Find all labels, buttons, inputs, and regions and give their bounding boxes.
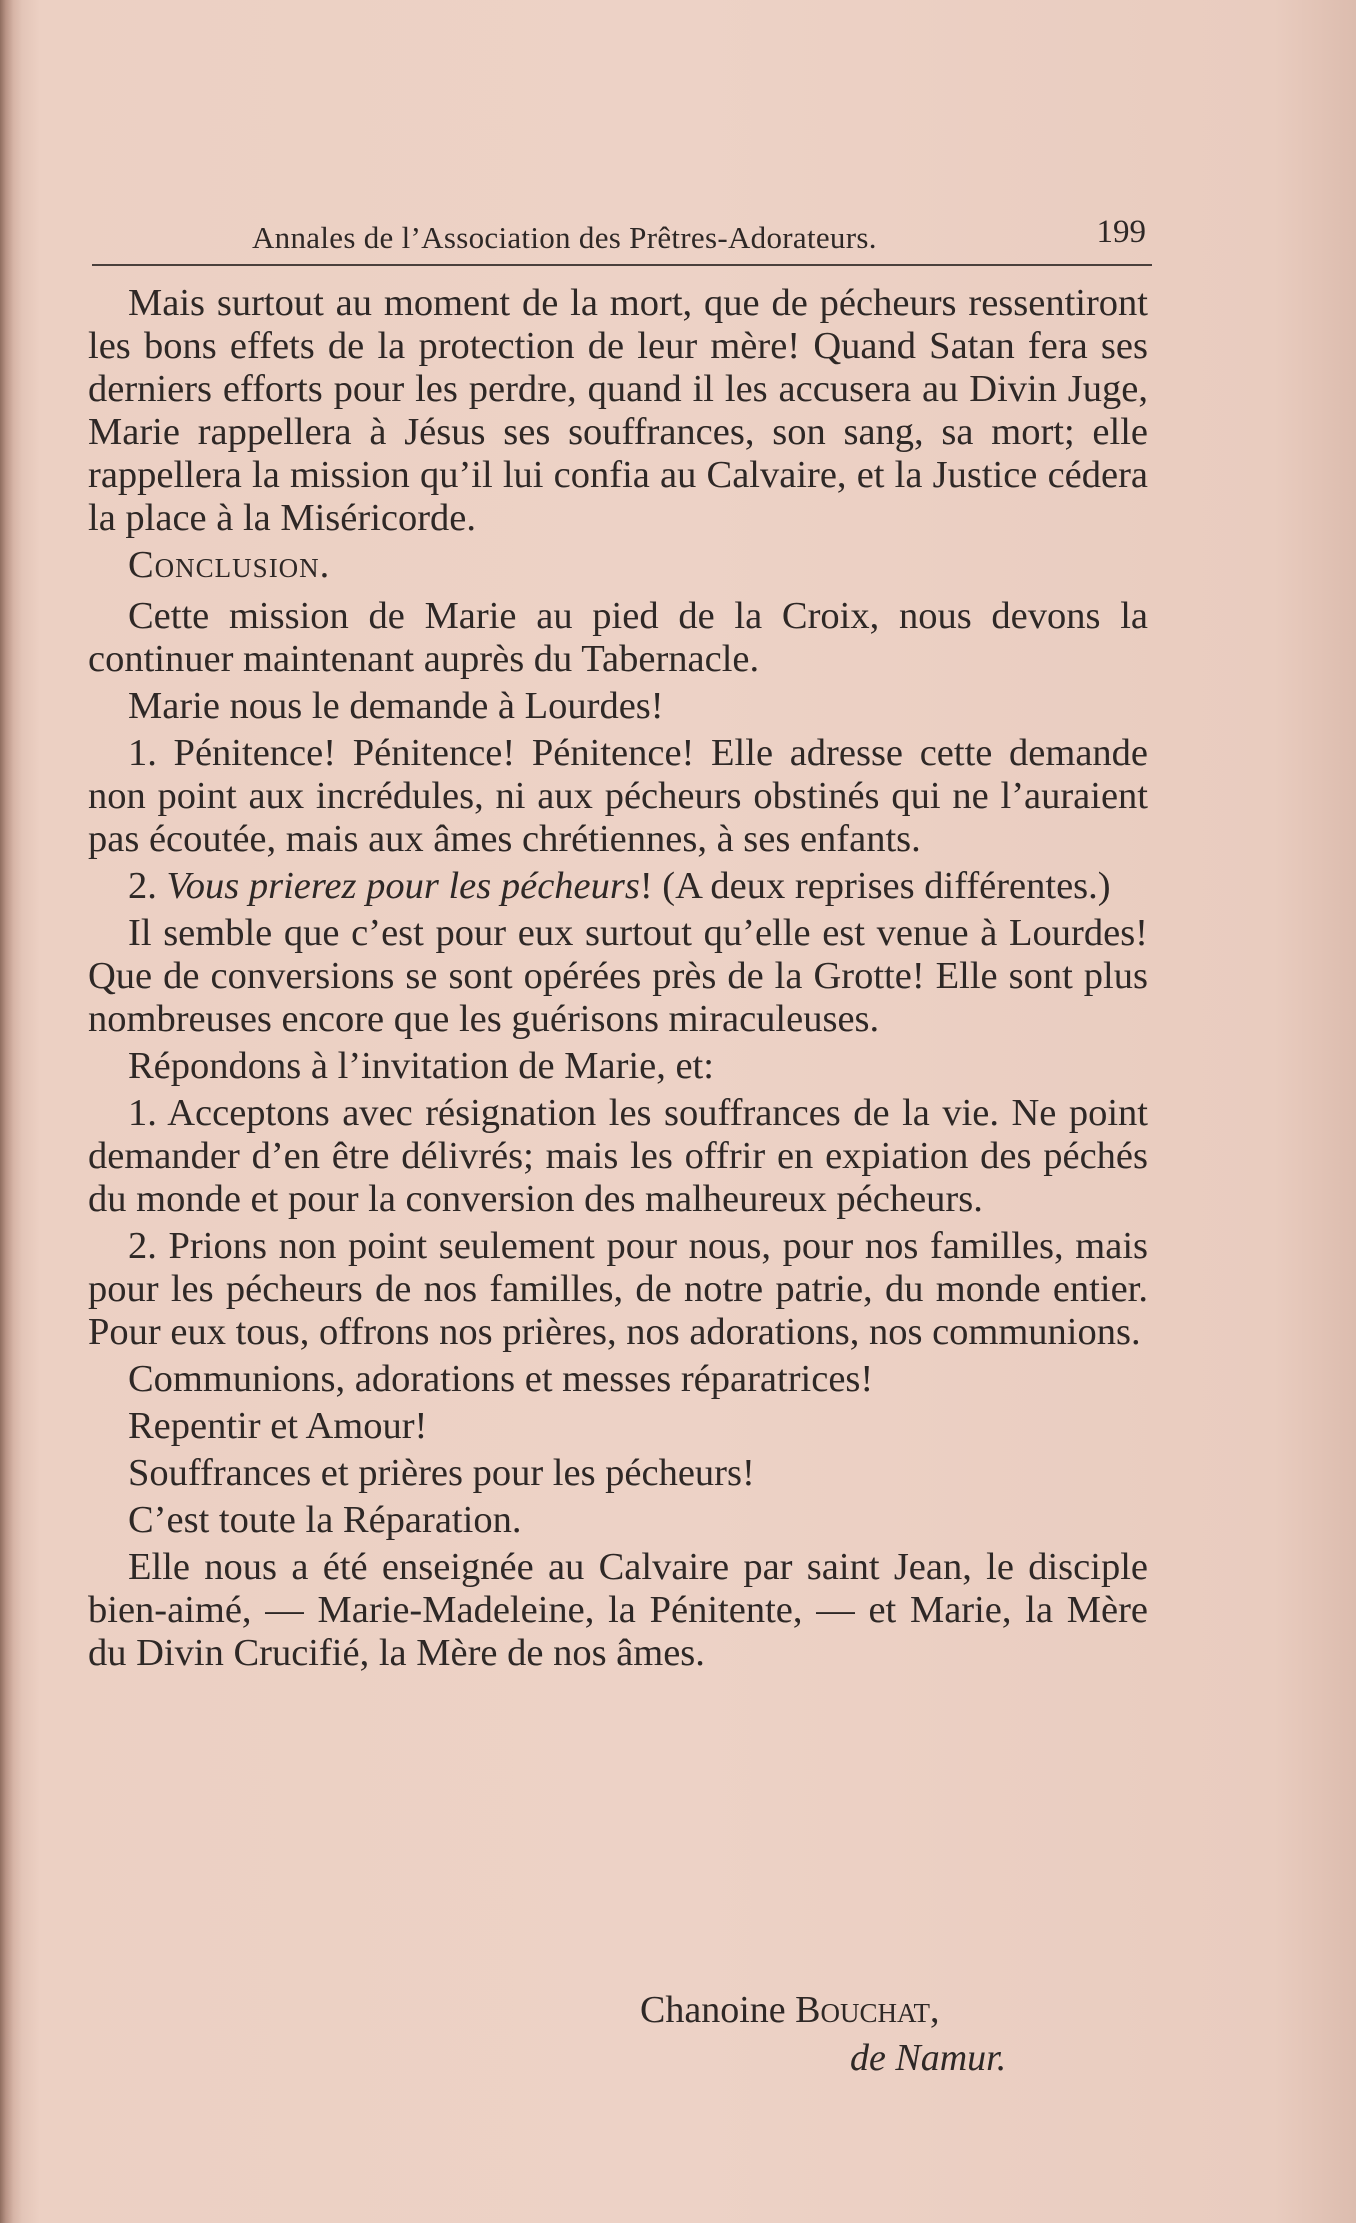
- paragraph-invitation: Répondons à l’invitation de Marie, et:: [128, 1045, 714, 1087]
- running-title: Annales de l’Association des Prêtres-Adorateurs.: [252, 220, 877, 255]
- paragraph-reparation: C’est toute la Réparation.: [128, 1499, 522, 1541]
- paragraph-lourdes: Marie nous le demande à Lourdes!: [128, 685, 664, 727]
- conclusion-heading: Conclusion.: [128, 544, 331, 586]
- paragraph-souffrances: Souffrances et prières pour les pécheurs!: [128, 1452, 755, 1494]
- running-header: [92, 214, 1152, 266]
- point-number: 2.: [128, 865, 157, 907]
- paragraph-repentir: Repentir et Amour!: [128, 1405, 428, 1447]
- paragraph-conversions: Il semble que c’est pour eux surtout qu’elle est venue à Lourdes! Que de conversions se sont opérées près de la Grotte! Elle sont plus nombreuses encore que les guérisons miraculeuses.: [88, 912, 1148, 1040]
- paragraph-continuation: ! (A deux reprises différentes.): [639, 865, 1111, 907]
- signature-block: [640, 1986, 1160, 2082]
- paragraph-mission: Cette mission de Marie au pied de la Croix, nous devons la continuer maintenant auprès du Tabernacle.: [88, 595, 1148, 680]
- paragraph-communions: Communions, adorations et messes réparatrices!: [128, 1358, 874, 1400]
- italic-phrase: Vous prierez pour les pécheurs: [166, 865, 640, 907]
- paragraph-pray: 2. Prions non point seulement pour nous, pour nos familles, mais pour les pécheurs de nos familles, de notre patrie, du monde entier. Pour eux tous, offrons nos prières, nos adorations, nos communions.: [88, 1225, 1148, 1353]
- paragraph-pray-for-sinners: [88, 865, 1148, 908]
- author-title: Chanoine: [640, 1989, 786, 2031]
- paragraph-death-protection: Mais surtout au moment de la mort, que de pécheurs ressentiront les bons effets de la protection de leur mère! Quand Satan fera ses derniers efforts pour les perdre, quand il les accusera au Divin Juge, Marie rappellera à Jésus ses souffrances, son sang, sa mort; elle rappellera la mission qu’il lui confia au Calvaire, et la Justice cédera la place à la Miséricorde.: [88, 282, 1148, 539]
- paragraph-calvaire: Elle nous a été enseignée au Calvaire par saint Jean, le disciple bien-aimé, — Marie-Madeleine, la Pénitente, — et Marie, la Mère du Divin Crucifié, la Mère de nos âmes.: [88, 1546, 1148, 1674]
- paragraph-accept-suffering: 1. Acceptons avec résignation les souffrances de la vie. Ne point demander d’en être délivrés; mais les offrir en expiation des péchés du monde et pour la conversion des malheureux pécheurs.: [88, 1092, 1148, 1220]
- page-number: 199: [1096, 214, 1146, 250]
- body-text: [88, 282, 1148, 1679]
- author-name: [640, 1986, 1160, 2034]
- paragraph-penitence: 1. Pénitence! Pénitence! Pénitence! Elle adresse cette demande non point aux incrédules, ni aux pécheurs obstinés qui ne l’auraient pas écoutée, mais aux âmes chrétiennes, à ses enfants.: [88, 732, 1148, 860]
- book-binding-edge: [0, 0, 22, 2223]
- author-surname: Bouchat,: [795, 1989, 940, 2031]
- author-place: de Namur.: [850, 2037, 1007, 2079]
